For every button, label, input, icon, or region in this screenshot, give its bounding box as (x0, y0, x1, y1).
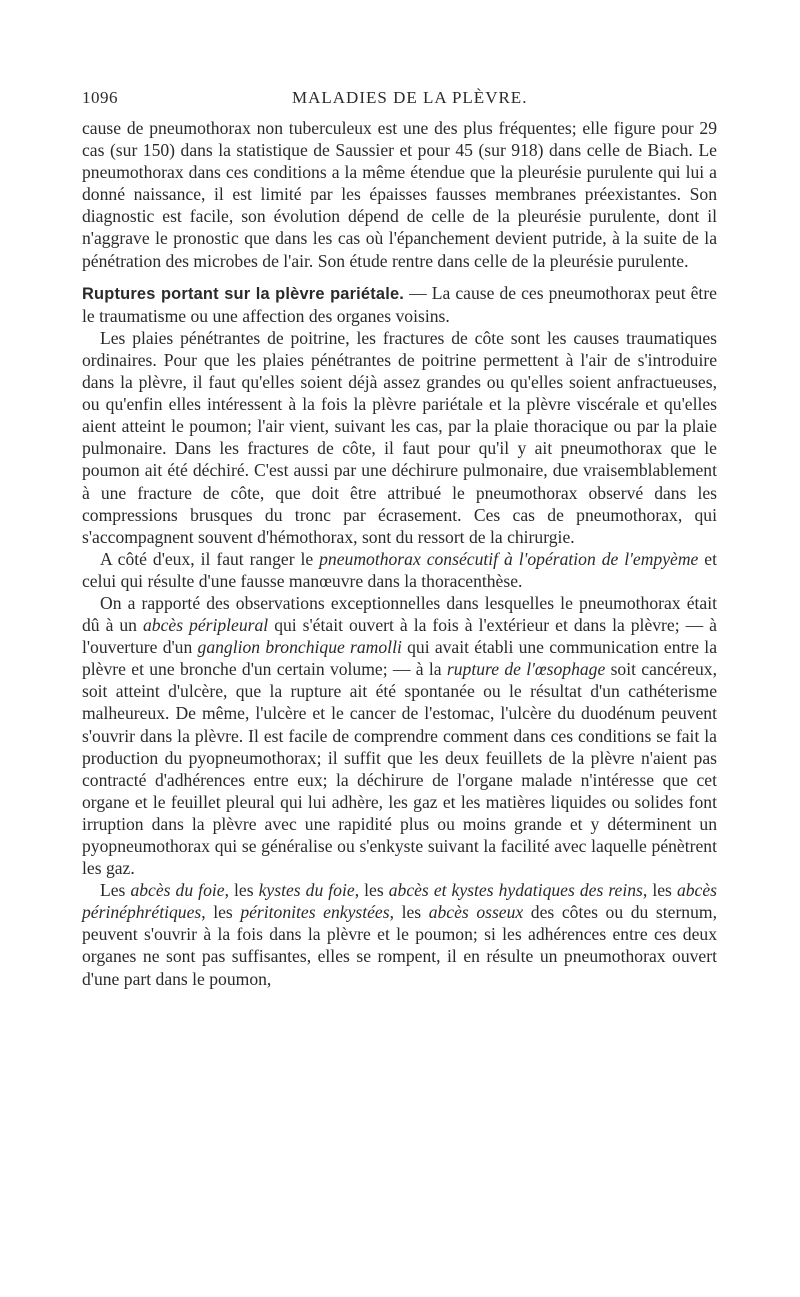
paragraph-text: Les plaies pénétrantes de poitrine, les fractures de côte sont les causes traumatiques ordinaires. Pour que les plaies pénétrantes de poitrine permettent à l'air de s'introduire dans la plèvre, il faut qu'elles soient déjà assez grandes ou qu'elles soient anfractueuses, ou qu'enfin elles intéressent à la fois la plèvre pariétale et la plèvre viscérale et qu'elles aient atteint le poumon; l'air vient, suivant les cas, par la plaie thoracique ou par la plaie pulmonaire. Dans les fractures de côte, il faut pour qu'il y ait pneumothorax que le poumon ait été déchiré. C'est aussi par une déchirure pulmonaire, due vraisemblablement à une fracture de côte, que doit être attribué le pneumothorax observé dans les compressions brusques du tronc par écrasement. Ces cas de pneumothorax, qui s'accompagnent souvent d'hémothorax, sont du ressort de la chirurgie. (82, 327, 717, 547)
text-run: Les (100, 880, 131, 901)
text-run: des côtes ou du sternum, peuvent s'ouvrir à la fois dans la plèvre et le poumon; si les adhérences entre ces deux organes ne sont pas suffisantes, elles se rompent, il en résulte un pneumothorax ouvert d'une part dans le poumon, (82, 902, 717, 989)
italic-term: abcès du foie (130, 880, 225, 901)
text-run: qui avait établi une communication entre la plèvre et une bronche d'un certain volume; — à la (82, 637, 718, 680)
running-title: MALADIES DE LA PLÈVRE. (292, 88, 528, 107)
italic-term: abcès osseux (428, 902, 524, 923)
italic-term: kystes du foie (258, 880, 355, 901)
italic-term: pneumothorax consécutif à l'opération de l'empyème (319, 548, 699, 569)
paragraph (82, 592, 717, 879)
section-paragraph (82, 282, 717, 327)
text-run: On a rapporté des observations exceptionnelles dans lesquelles le pneumothorax était dû à un (82, 592, 717, 636)
text-run: , les (201, 902, 241, 923)
italic-term: abcès et kystes hydatiques des reins (388, 880, 643, 901)
italic-term: ganglion bronchique ramolli (197, 637, 402, 658)
paragraph (82, 548, 717, 592)
text-run: , les (389, 902, 429, 923)
italic-term: abcès périnéphrétiques (82, 880, 717, 923)
body-text (82, 117, 717, 990)
paragraph (82, 327, 717, 548)
italic-term: abcès péripleural (142, 615, 269, 636)
paragraph-text: — La cause de ces pneumothorax peut être le traumatisme ou une affection des organes voisins. (82, 282, 717, 326)
section-heading: Ruptures portant sur la plèvre pariétale. (82, 284, 405, 303)
paragraph (82, 879, 717, 989)
text-run: , les (354, 880, 389, 901)
text-run: qui s'était ouvert à la fois à l'extérieur et dans la plèvre; — à l'ouverture d'un (82, 615, 717, 658)
italic-term: péritonites enkystées (240, 902, 390, 923)
italic-term: rupture de l'œsophage (446, 659, 606, 680)
text-run: , les (642, 880, 677, 901)
paragraph-text: cause de pneumothorax non tuberculeux est une des plus fréquentes; elle figure pour 29 cas (sur 150) dans la statistique de Saussier et pour 45 (sur 918) dans celle de Biach. Le pneumothorax dans ces conditions a la même étendue que la pleurésie purulente qui lui a donné naissance, il est limité par les épaisses fausses membranes préexistantes. Son diagnostic est facile, son évolution dépend de celle de la pleurésie purulente, dont il n'aggrave le pronostic que dans les cas où l'épanchement devient putride, à la suite de la pénétration des microbes de l'air. Son étude rentre dans celle de la pleurésie purulente. (82, 118, 717, 271)
text-run: et celui qui résulte d'une fausse manœuvre dans la thoracenthèse. (82, 548, 717, 591)
page-number: 1096 (82, 88, 118, 107)
running-header (82, 88, 714, 112)
paragraph-continuation (82, 117, 717, 272)
text-run: soit cancéreux, soit atteint d'ulcère, que la rupture ait été spontanée ou le résultat d'un cathéterisme malheureux. De même, l'ulcère et le cancer de l'estomac, l'ulcère du duodénum peuvent s'ouvrir dans la plèvre. Il est facile de comprendre comment dans ces conditions se fait la production du pyopneumothorax; il suffit que les deux feuillets de la plèvre n'aient pas contracté d'adhérences entre eux; la déchirure de l'organe malade n'intéresse que cet organe et le feuillet pleural qui lui adhère, les gaz et les matières liquides ou solides font irruption dans la plèvre avec une rapidité plus ou moins grande et y déterminent un pyopneumothorax qui se généralise ou s'enkyste suivant la facilité avec laquelle pénètrent les gaz. (82, 659, 717, 879)
text-run: A côté d'eux, il faut ranger le (100, 548, 320, 569)
text-run: , les (224, 880, 259, 901)
